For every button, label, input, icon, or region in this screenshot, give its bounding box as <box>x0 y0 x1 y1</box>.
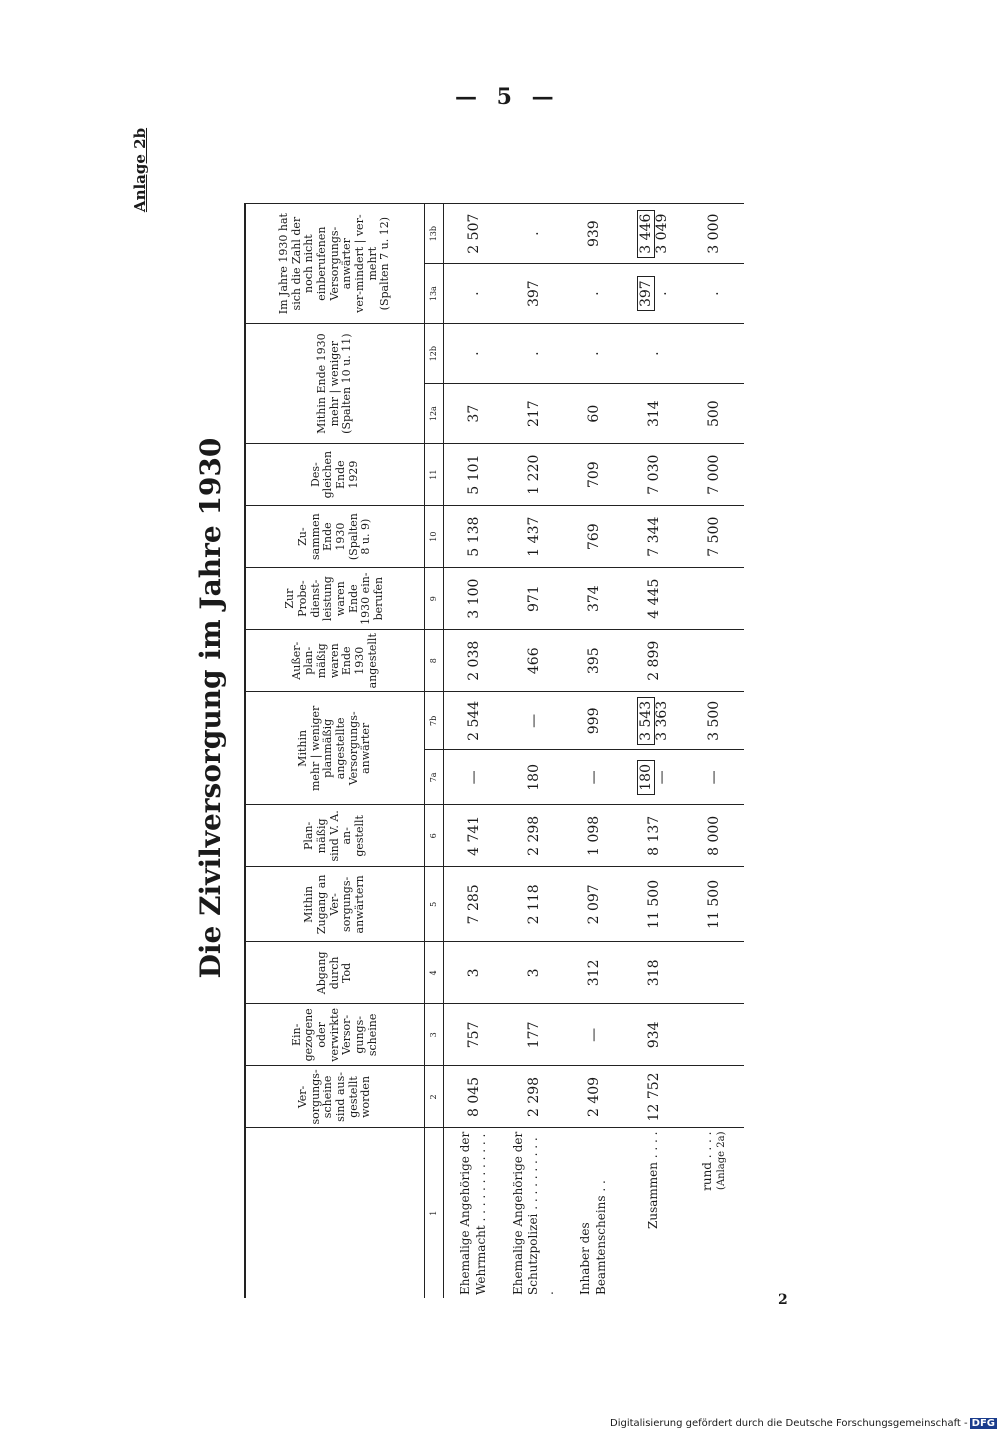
header-c13a: ver-mindert <box>352 246 366 313</box>
header-c13-sub: (Spalten 7 u. 12) <box>378 216 392 311</box>
column-number: 9 <box>425 568 444 630</box>
value: 3 363 <box>654 700 670 741</box>
header-c8: Außer-plan-mäßig waren Ende 1930 angestellt <box>245 630 425 692</box>
column-number: 7a <box>425 750 444 805</box>
cell: 757 <box>444 1004 505 1066</box>
header-c13b: ver-mehrt <box>352 214 379 281</box>
header-c4: Abgang durch Tod <box>245 942 425 1004</box>
cell: 395 <box>564 630 624 692</box>
header-c3: Ein-gezogene oder verwirkte Versor-gungs-scheine <box>245 1004 425 1066</box>
header-c10: Zu-sammen Ende 1930 (Spalten 8 u. 9) <box>245 506 425 568</box>
cell: — <box>684 750 744 805</box>
cell: 8 000 <box>684 805 744 867</box>
column-number: 3 <box>425 1004 444 1066</box>
header-c2: Ver-sorgungs-scheine sind aus-gestellt worden <box>245 1066 425 1128</box>
cell: 709 <box>564 444 624 506</box>
cell: . <box>564 264 624 324</box>
cell: 2 507 <box>444 204 505 264</box>
header-c13 <box>245 204 425 324</box>
cell: 1 437 <box>504 506 564 568</box>
column-number: 8 <box>425 630 444 692</box>
page-number: — 5 — <box>455 84 560 110</box>
header-c5: Mithin Zugang an Ver-sorgungs-anwärtern <box>245 867 425 942</box>
cell: 3 <box>504 942 564 1004</box>
cell: — <box>564 750 624 805</box>
cell: 314 <box>624 384 684 444</box>
header-c11: Des-gleichen Ende 1929 <box>245 444 425 506</box>
header-label-column <box>245 1128 425 1298</box>
column-number: 11 <box>425 444 444 506</box>
column-number: 1 <box>425 1128 444 1298</box>
header-c7-split: mehr | weniger <box>308 705 322 792</box>
cell: 939 <box>564 204 624 264</box>
cell: . <box>684 264 744 324</box>
column-number: 7b <box>425 692 444 750</box>
footer-number: 2 <box>778 1292 788 1308</box>
cell: 3 100 <box>444 568 505 630</box>
cell: . <box>444 264 505 324</box>
cell <box>624 204 684 264</box>
column-number: 2 <box>425 1066 444 1128</box>
cell: 397 <box>504 264 564 324</box>
cell: 11 500 <box>684 867 744 942</box>
cell: 1 220 <box>504 444 564 506</box>
header-c12 <box>245 324 425 444</box>
cell: 8 045 <box>444 1066 505 1128</box>
cell <box>684 1004 744 1066</box>
cell: 7 285 <box>444 867 505 942</box>
column-number-row <box>425 204 444 1298</box>
cell: 7 344 <box>624 506 684 568</box>
cell: 2 298 <box>504 805 564 867</box>
page-title: Die Zivilversorgung im Jahre 1930 <box>194 437 227 979</box>
cell: . <box>504 204 564 264</box>
header-c7-group: Mithin <box>296 729 310 767</box>
cell <box>684 942 744 1004</box>
cell: 7 030 <box>624 444 684 506</box>
rund-row <box>684 204 744 1298</box>
cell: 177 <box>504 1004 564 1066</box>
header-c13-split: ver-mindert | ver-mehrt <box>352 214 379 313</box>
boxed-value: 397 <box>638 267 654 320</box>
row-label: Ehemalige Angehörige der Wehrmacht . . . . . . . . . . . . <box>444 1128 505 1298</box>
column-number: 13b <box>425 204 444 264</box>
boxed-value: 3 446 <box>638 207 654 260</box>
sum-row <box>624 204 684 1298</box>
cell: 180 <box>504 750 564 805</box>
header-c7 <box>245 692 425 805</box>
cell: 318 <box>624 942 684 1004</box>
header-c12-sub: (Spalten 10 u. 11) <box>340 333 354 434</box>
cell: 3 500 <box>684 692 744 750</box>
statistics-table <box>244 203 744 1298</box>
column-number: 12b <box>425 324 444 384</box>
cell <box>684 324 744 384</box>
cell: 2 097 <box>564 867 624 942</box>
header-c7b: weniger <box>308 705 322 752</box>
cell: 4 445 <box>624 568 684 630</box>
cell: — <box>504 692 564 750</box>
column-number: 12a <box>425 384 444 444</box>
cell: 312 <box>564 942 624 1004</box>
cell: 2 038 <box>444 630 505 692</box>
boxed-value: 3 543 <box>638 695 654 746</box>
row-label: Ehemalige Angehörige der Schutzpolizei . . . . . . . . . . . <box>504 1128 564 1298</box>
value: — <box>654 770 670 785</box>
cell: 2 409 <box>564 1066 624 1128</box>
cell: 37 <box>444 384 505 444</box>
cell <box>684 630 744 692</box>
table-row <box>564 204 624 1298</box>
cell: 934 <box>624 1004 684 1066</box>
header-c12a: mehr <box>327 397 341 427</box>
value: 3 049 <box>654 213 670 254</box>
cell: 12 752 <box>624 1066 684 1128</box>
cell <box>624 264 684 324</box>
column-number: 6 <box>425 805 444 867</box>
header-c9: Zur Probe-dienst-leistung waren Ende 1930 ein-berufen <box>245 568 425 630</box>
cell: 2 544 <box>444 692 505 750</box>
cell: 5 101 <box>444 444 505 506</box>
cell: 8 137 <box>624 805 684 867</box>
cell: 3 000 <box>684 204 744 264</box>
cell: 500 <box>684 384 744 444</box>
cell <box>684 568 744 630</box>
table-row <box>444 204 505 1298</box>
header-c7a: mehr <box>308 761 322 792</box>
cell: . <box>624 324 684 384</box>
row-label: Inhaber des Beamtenscheins . . <box>564 1128 624 1298</box>
appendix-label: Anlage 2b <box>131 127 149 213</box>
column-number: 5 <box>425 867 444 942</box>
cell: . <box>564 324 624 384</box>
cell: 217 <box>504 384 564 444</box>
header-c12b: weniger <box>327 340 341 387</box>
cell: 466 <box>504 630 564 692</box>
header-row <box>245 204 425 1298</box>
cell: — <box>564 1004 624 1066</box>
cell <box>624 692 684 750</box>
rund-label: rund . . . . (Anlage 2a) <box>684 1128 744 1298</box>
cell: 769 <box>564 506 624 568</box>
cell: 2 118 <box>504 867 564 942</box>
column-number: 4 <box>425 942 444 1004</box>
cell: 999 <box>564 692 624 750</box>
table-row <box>504 204 564 1298</box>
rotated-table-area <box>190 118 890 1298</box>
sum-label: Zusammen . . . . <box>624 1128 684 1298</box>
rund-note: (Anlage 2a) <box>716 1131 728 1190</box>
cell: 2 298 <box>504 1066 564 1128</box>
cell: 3 <box>444 942 505 1004</box>
column-number: 13a <box>425 264 444 324</box>
cell <box>684 1066 744 1128</box>
header-c6: Plan-mäßig sind V. A. an-gestellt <box>245 805 425 867</box>
cell: 971 <box>504 568 564 630</box>
cell: 4 741 <box>444 805 505 867</box>
cell: 5 138 <box>444 506 505 568</box>
cell: . <box>504 324 564 384</box>
cell: 7 000 <box>684 444 744 506</box>
cell: 60 <box>564 384 624 444</box>
header-c12-split: mehr | weniger <box>327 340 341 427</box>
credit-text: Digitalisierung gefördert durch die Deutsche Forschungsgemeinschaft - <box>610 1418 968 1429</box>
cell <box>624 750 684 805</box>
header-c7-sub: planmäßig angestellte Versorgungs-anwärter <box>321 711 373 786</box>
cell: 374 <box>564 568 624 630</box>
header-c13-group: Im Jahre 1930 hat sich die Zahl der noch nicht einberufenen Versorgungs-anwärter <box>277 213 354 315</box>
digitization-credit <box>610 1418 997 1429</box>
cell: 1 098 <box>564 805 624 867</box>
cell: — <box>444 750 505 805</box>
column-number: 10 <box>425 506 444 568</box>
value: . <box>654 291 670 296</box>
cell: 2 899 <box>624 630 684 692</box>
cell: 7 500 <box>684 506 744 568</box>
header-c12-group: Mithin Ende 1930 <box>315 333 329 434</box>
landscape-content <box>190 118 890 1298</box>
cell: 11 500 <box>624 867 684 942</box>
boxed-value: 180 <box>638 753 654 801</box>
cell: . <box>444 324 505 384</box>
dfg-logo: DFG <box>971 1418 995 1429</box>
